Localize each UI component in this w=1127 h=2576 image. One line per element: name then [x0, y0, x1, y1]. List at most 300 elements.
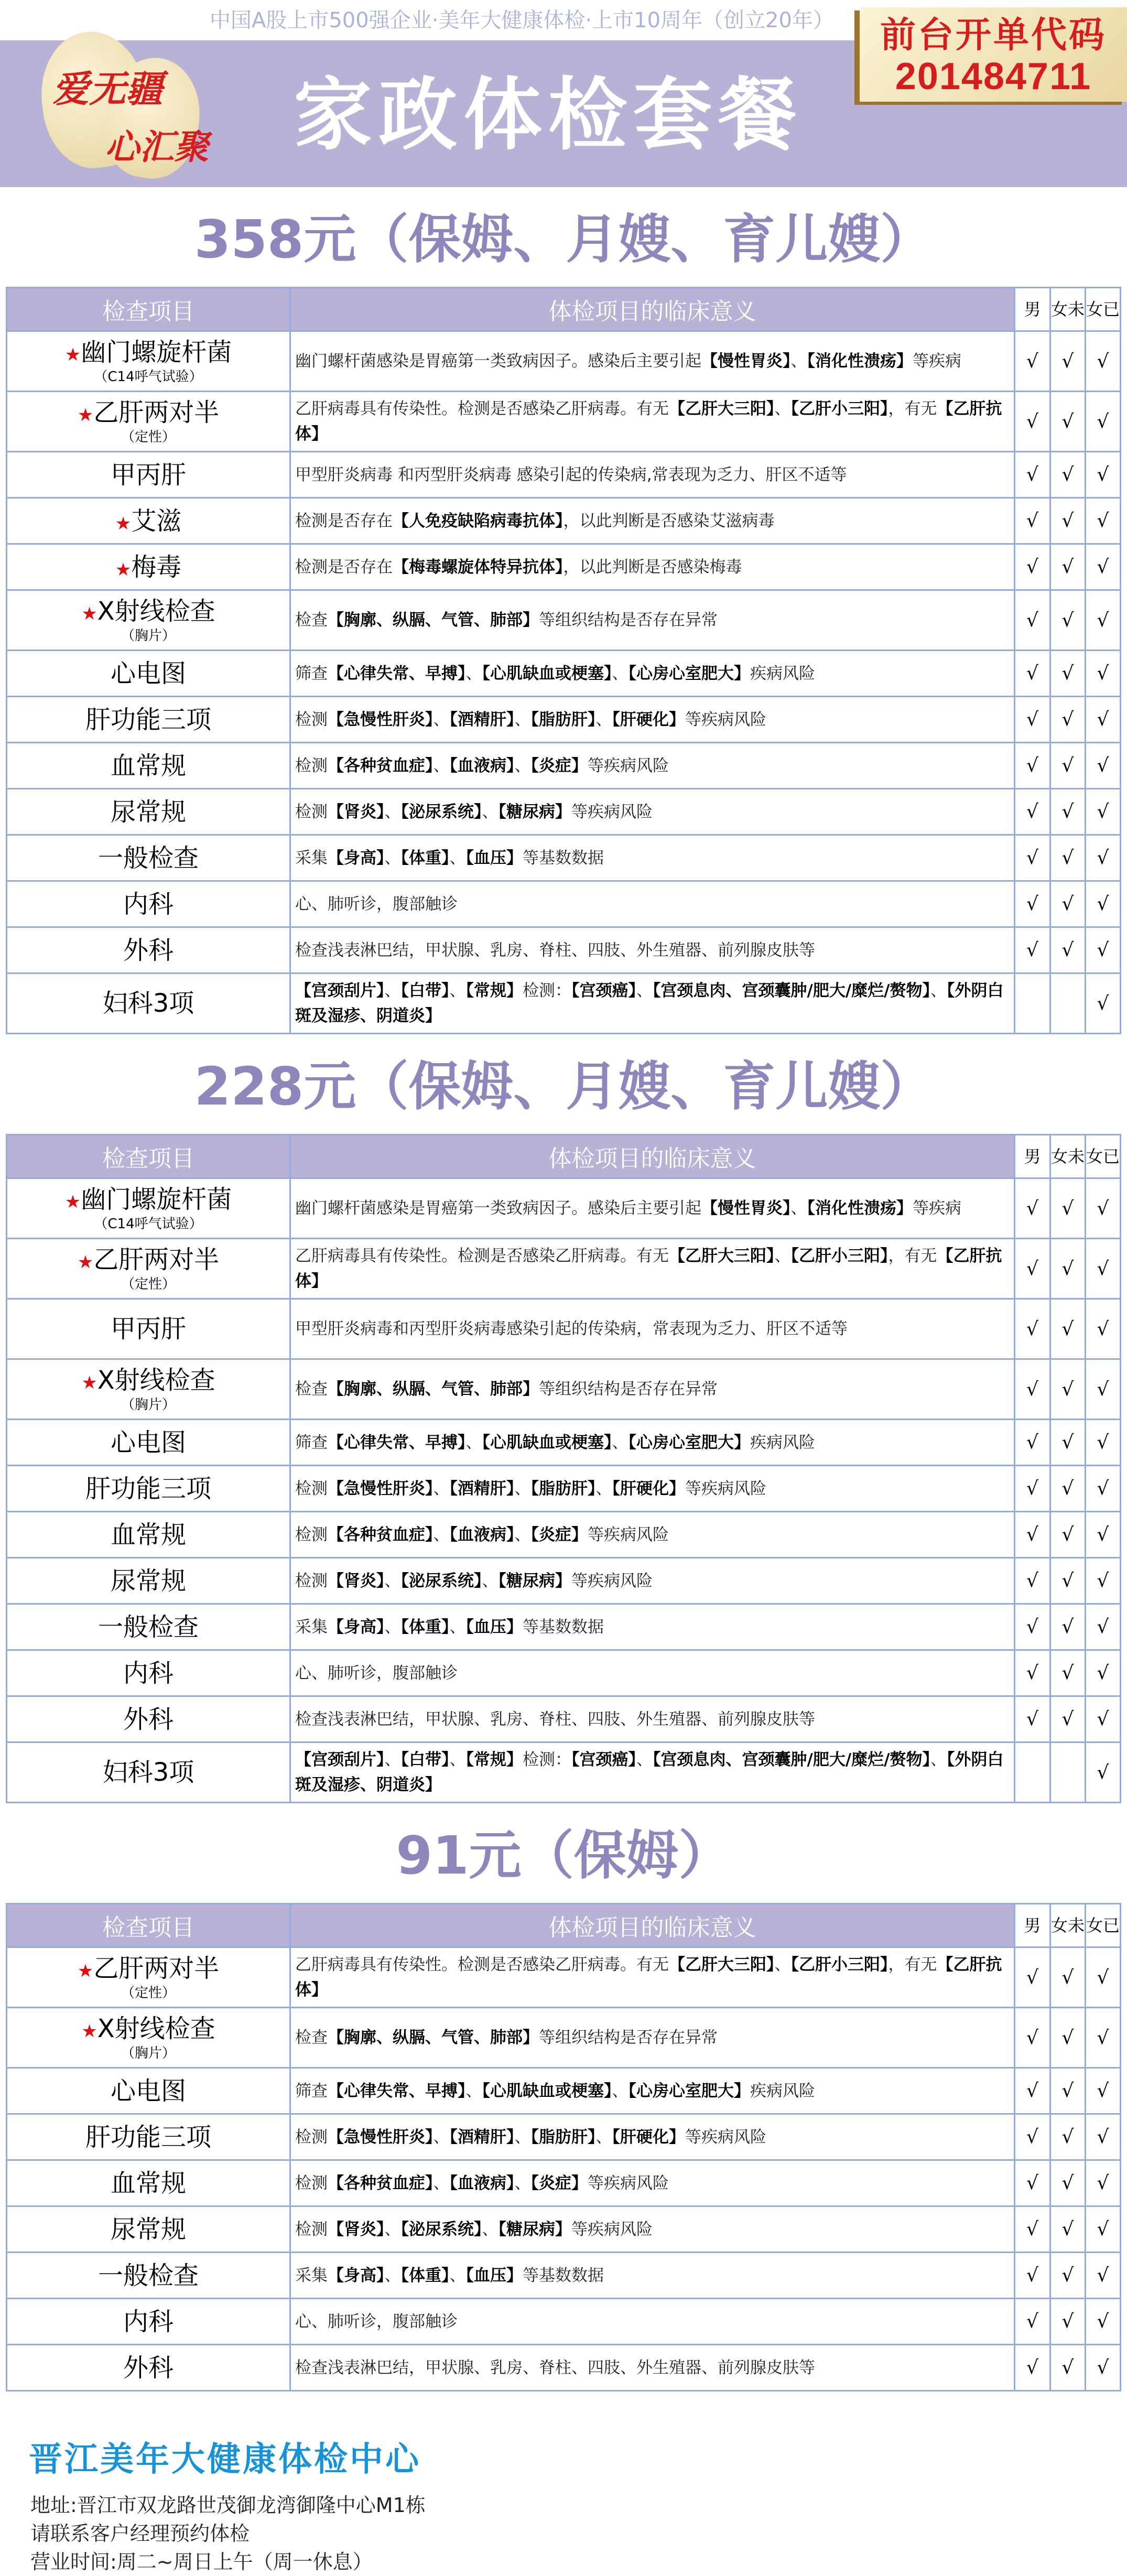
check-icon: √: [1097, 939, 1109, 961]
item-cell: [7, 392, 290, 452]
table-row: [7, 2206, 1121, 2253]
item-meaning: 检测【急慢性肝炎】、【酒精肝】、【脂肪肝】、【肝硬化】等疾病风险: [290, 697, 1015, 743]
check-icon: √: [1061, 1966, 1074, 1988]
check-cell: [1050, 2160, 1086, 2206]
item-name: 一般检查: [97, 2260, 199, 2290]
item-name: 尿常规: [110, 1566, 186, 1596]
check-cell: [1086, 2114, 1121, 2160]
table-row: [7, 1178, 1121, 1239]
check-cell: [1086, 452, 1121, 498]
check-cell: [1086, 651, 1121, 697]
check-cell: [1086, 2299, 1121, 2345]
package-title: 91元（保姆）: [396, 1825, 731, 1886]
item-meaning: 检查【胸廓、纵膈、气管、肺部】等组织结构是否存在异常: [290, 2008, 1015, 2068]
item-meaning: 检测【肾炎】、【泌尿系统】、【糖尿病】等疾病风险: [290, 789, 1015, 835]
check-icon: √: [1097, 1708, 1109, 1730]
check-icon: √: [1097, 1318, 1109, 1340]
check-icon: √: [1026, 755, 1038, 776]
check-icon: √: [1061, 2218, 1074, 2240]
table-header: [7, 288, 1121, 331]
content: [0, 187, 1127, 2576]
check-icon: √: [1026, 1966, 1038, 1988]
check-icon: √: [1026, 609, 1038, 631]
item-cell: [7, 1947, 290, 2008]
check-icon: √: [1026, 1378, 1038, 1400]
check-icon: √: [1026, 2357, 1038, 2378]
check-icon: √: [1026, 1318, 1038, 1340]
check-icon: √: [1026, 1478, 1038, 1499]
item-cell: [7, 1359, 290, 1420]
check-cell: [1015, 1604, 1050, 1650]
check-icon: √: [1097, 992, 1109, 1014]
star-icon: ★: [77, 405, 94, 426]
table-row: [7, 392, 1121, 452]
check-icon: √: [1061, 939, 1074, 961]
check-cell: [1015, 1466, 1050, 1512]
check-cell: [1050, 1420, 1086, 1466]
col-female-single: 女未: [1050, 288, 1086, 331]
check-icon: √: [1026, 2265, 1038, 2286]
package-table: [6, 1903, 1121, 2391]
check-icon: √: [1061, 1318, 1074, 1340]
check-icon: √: [1097, 1616, 1109, 1638]
check-icon: √: [1061, 510, 1074, 532]
check-icon: √: [1026, 2027, 1038, 2049]
check-icon: √: [1061, 801, 1074, 822]
item-cell: [7, 835, 290, 881]
check-icon: √: [1061, 1708, 1074, 1730]
check-cell: [1086, 2206, 1121, 2253]
item-cell: [7, 1604, 290, 1650]
check-icon: √: [1097, 2027, 1109, 2049]
table-row: [7, 1299, 1121, 1359]
star-icon: ★: [81, 603, 97, 624]
check-icon: √: [1061, 2357, 1074, 2378]
check-icon: √: [1097, 1524, 1109, 1545]
item-cell: [7, 651, 290, 697]
table-row: [7, 1696, 1121, 1742]
item-meaning: 乙肝病毒具有传染性。检测是否感染乙肝病毒。有无【乙肝大三阳】、【乙肝小三阳】，有无【乙肝抗体】: [290, 392, 1015, 452]
check-cell: [1086, 1420, 1121, 1466]
table-row: [7, 1420, 1121, 1466]
check-cell: [1015, 2160, 1050, 2206]
check-cell: [1086, 1359, 1121, 1420]
item-cell: [7, 697, 290, 743]
check-icon: √: [1061, 1616, 1074, 1638]
item-meaning: 检测【各种贫血症】、【血液病】、【炎症】等疾病风险: [290, 2160, 1015, 2206]
check-icon: √: [1097, 2265, 1109, 2286]
table-row: [7, 973, 1121, 1034]
check-cell: [1050, 1466, 1086, 1512]
item-meaning: 甲型肝炎病毒和丙型肝炎病毒感染引起的传染病，常表现为乏力、肝区不适等: [290, 1299, 1015, 1359]
check-cell: [1015, 743, 1050, 789]
table-row: [7, 2114, 1121, 2160]
check-icon: √: [1097, 1478, 1109, 1499]
check-cell: [1050, 1239, 1086, 1299]
item-cell: [7, 1178, 290, 1239]
item-name: 尿常规: [110, 2214, 186, 2244]
check-cell: [1086, 743, 1121, 789]
check-icon: √: [1097, 2126, 1109, 2148]
item-name: 甲丙肝: [110, 1314, 186, 1344]
table-row: [7, 2008, 1121, 2068]
item-cell: [7, 2345, 290, 2391]
col-female-married: 女已: [1086, 1135, 1121, 1178]
check-icon: √: [1026, 1197, 1038, 1219]
item-cell: [7, 1696, 290, 1742]
check-cell: [1086, 1604, 1121, 1650]
item-name: 尿常规: [110, 797, 186, 827]
check-cell: [1086, 1742, 1121, 1803]
item-meaning: 检查浅表淋巴结，甲状腺、乳房、脊柱、四肢、外生殖器、前列腺皮肤等: [290, 927, 1015, 973]
check-icon: √: [1061, 1662, 1074, 1684]
package-title: 228元（保姆、月嫂、育儿嫂）: [194, 1056, 933, 1117]
table-header: [7, 1904, 1121, 1947]
item-cell: [7, 973, 290, 1034]
check-cell: [1050, 331, 1086, 392]
item-sub: （胸片）: [121, 1397, 176, 1413]
check-cell: [1050, 2008, 1086, 2068]
table-row: [7, 452, 1121, 498]
hearts-logo: [31, 21, 241, 183]
item-sub: （定性）: [121, 1985, 176, 2001]
check-icon: √: [1097, 2218, 1109, 2240]
item-cell: [7, 2160, 290, 2206]
check-cell: [1086, 697, 1121, 743]
check-cell: [1015, 2206, 1050, 2253]
item-name: 血常规: [110, 2168, 186, 2198]
check-icon: √: [1061, 350, 1074, 372]
table-row: [7, 1742, 1121, 1803]
item-cell: [7, 1512, 290, 1558]
check-icon: √: [1026, 1616, 1038, 1638]
check-cell: [1015, 2299, 1050, 2345]
check-icon: √: [1026, 1570, 1038, 1592]
check-icon: √: [1097, 464, 1109, 485]
col-female-married: 女已: [1086, 1904, 1121, 1947]
item-name: X射线检查: [97, 597, 215, 626]
item-meaning: 检查浅表淋巴结，甲状腺、乳房、脊柱、四肢、外生殖器、前列腺皮肤等: [290, 1696, 1015, 1742]
item-name: 心电图: [110, 2076, 186, 2106]
check-cell: [1050, 1742, 1086, 1803]
item-name: 甲丙肝: [110, 460, 186, 490]
check-icon: √: [1026, 2311, 1038, 2332]
check-cell: [1050, 1696, 1086, 1742]
check-icon: √: [1026, 1524, 1038, 1545]
item-meaning: 采集【身高】、【体重】、【血压】等基数数据: [290, 2253, 1015, 2299]
check-icon: √: [1061, 1478, 1074, 1499]
col-female-married: 女已: [1086, 288, 1121, 331]
item-cell: [7, 544, 290, 590]
check-cell: [1015, 881, 1050, 927]
item-name: 内科: [123, 2307, 174, 2336]
item-name: 肝功能三项: [85, 705, 211, 734]
check-icon: √: [1097, 2172, 1109, 2194]
check-cell: [1050, 1947, 1086, 2008]
item-name: 心电图: [110, 658, 186, 688]
check-cell: [1015, 973, 1050, 1034]
item-cell: [7, 590, 290, 651]
check-cell: [1050, 927, 1086, 973]
item-cell: [7, 2114, 290, 2160]
check-icon: √: [1097, 663, 1109, 684]
check-icon: √: [1061, 609, 1074, 631]
check-icon: √: [1026, 1258, 1038, 1280]
check-cell: [1015, 452, 1050, 498]
package-table: [6, 1134, 1121, 1803]
check-cell: [1015, 789, 1050, 835]
item-cell: [7, 2299, 290, 2345]
item-name: 外科: [123, 1704, 174, 1734]
item-cell: [7, 1420, 290, 1466]
item-name: 心电图: [110, 1427, 186, 1457]
check-cell: [1015, 1420, 1050, 1466]
check-icon: √: [1026, 2172, 1038, 2194]
check-cell: [1015, 1359, 1050, 1420]
check-cell: [1050, 2299, 1086, 2345]
col-male: 男: [1015, 1904, 1050, 1947]
check-cell: [1086, 2253, 1121, 2299]
check-cell: [1015, 2345, 1050, 2391]
tagline: 中国A股上市500强企业·美年大健康体检·上市10周年（创立20年）: [210, 8, 834, 33]
col-item: 检查项目: [7, 1904, 290, 1947]
item-meaning: 【宫颈刮片】、【白带】、【常规】检测：【宫颈癌】、【宫颈息肉、宫颈囊肿/肥大/糜烂/赘物】、【外阴白斑及湿疹、阴道炎】: [290, 973, 1015, 1034]
check-icon: √: [1097, 1197, 1109, 1219]
item-meaning: 筛查【心律失常、早搏】、【心肌缺血或梗塞】、【心房心室肥大】疾病风险: [290, 651, 1015, 697]
star-icon: ★: [81, 2021, 97, 2042]
check-icon: √: [1061, 2172, 1074, 2194]
item-name: 外科: [123, 935, 174, 965]
table-row: [7, 1239, 1121, 1299]
item-meaning: 乙肝病毒具有传染性。检测是否感染乙肝病毒。有无【乙肝大三阳】、【乙肝小三阳】，有无【乙肝抗体】: [290, 1239, 1015, 1299]
package-title: 358元（保姆、月嫂、育儿嫂）: [194, 209, 933, 270]
item-meaning: 采集【身高】、【体重】、【血压】等基数数据: [290, 835, 1015, 881]
check-icon: √: [1061, 464, 1074, 485]
item-cell: [7, 2253, 290, 2299]
item-meaning: 检测【急慢性肝炎】、【酒精肝】、【脂肪肝】、【肝硬化】等疾病风险: [290, 2114, 1015, 2160]
item-meaning: 检测【各种贫血症】、【血液病】、【炎症】等疾病风险: [290, 743, 1015, 789]
table-row: [7, 2068, 1121, 2114]
check-icon: √: [1026, 510, 1038, 532]
item-meaning: 检测【肾炎】、【泌尿系统】、【糖尿病】等疾病风险: [290, 2206, 1015, 2253]
check-cell: [1086, 835, 1121, 881]
check-cell: [1015, 835, 1050, 881]
check-cell: [1050, 1650, 1086, 1696]
check-cell: [1086, 498, 1121, 544]
check-icon: √: [1097, 1570, 1109, 1592]
item-name: 外科: [123, 2353, 174, 2383]
star-icon: ★: [115, 559, 132, 580]
check-cell: [1086, 1178, 1121, 1239]
check-icon: √: [1026, 939, 1038, 961]
item-sub: （C14呼气试验）: [94, 1216, 203, 1232]
item-meaning: 【宫颈刮片】、【白带】、【常规】检测：【宫颈癌】、【宫颈息肉、宫颈囊肿/肥大/糜烂/赘物】、【外阴白斑及湿疹、阴道炎】: [290, 1742, 1015, 1803]
check-cell: [1050, 1178, 1086, 1239]
item-meaning: 检测【各种贫血症】、【血液病】、【炎症】等疾病风险: [290, 1512, 1015, 1558]
check-cell: [1050, 2206, 1086, 2253]
check-cell: [1086, 544, 1121, 590]
check-icon: √: [1097, 1761, 1109, 1783]
check-cell: [1015, 1558, 1050, 1604]
check-icon: √: [1026, 893, 1038, 915]
check-cell: [1086, 1650, 1121, 1696]
table-row: [7, 590, 1121, 651]
item-name: 内科: [123, 1658, 174, 1688]
check-icon: √: [1026, 1662, 1038, 1684]
item-meaning: 心、肺听诊，腹部触诊: [290, 881, 1015, 927]
package-table: [6, 287, 1121, 1034]
check-cell: [1050, 697, 1086, 743]
check-cell: [1086, 1512, 1121, 1558]
check-icon: √: [1097, 1662, 1109, 1684]
item-cell: [7, 1650, 290, 1696]
table-row: [7, 1466, 1121, 1512]
check-cell: [1050, 544, 1086, 590]
check-icon: √: [1026, 464, 1038, 485]
order-code-box: [860, 7, 1127, 102]
item-name: 幽门螺旋杆菌: [81, 338, 232, 367]
contact-note: 请联系客户经理预约体检: [30, 2522, 250, 2545]
check-icon: √: [1026, 2218, 1038, 2240]
check-cell: [1086, 881, 1121, 927]
item-meaning: 幽门螺杆菌感染是胃癌第一类致病因子。感染后主要引起【慢性胃炎】、【消化性溃疡】等疾病: [290, 331, 1015, 392]
check-cell: [1015, 392, 1050, 452]
check-cell: [1086, 927, 1121, 973]
item-meaning: 检测是否存在【人免疫缺陷病毒抗体】，以此判断是否感染艾滋病毒: [290, 498, 1015, 544]
check-cell: [1086, 1239, 1121, 1299]
item-cell: [7, 1239, 290, 1299]
item-name: 乙肝两对半: [93, 1954, 220, 1983]
order-code-label: 前台开单代码: [880, 15, 1107, 55]
item-sub: （定性）: [121, 429, 176, 445]
check-cell: [1050, 2114, 1086, 2160]
col-male: 男: [1015, 1135, 1050, 1178]
check-icon: √: [1061, 2265, 1074, 2286]
check-icon: √: [1026, 847, 1038, 869]
check-icon: √: [1061, 2126, 1074, 2148]
col-item: 检查项目: [7, 288, 290, 331]
item-meaning: 筛查【心律失常、早搏】、【心肌缺血或梗塞】、【心房心室肥大】疾病风险: [290, 2068, 1015, 2114]
col-item: 检查项目: [7, 1135, 290, 1178]
check-cell: [1086, 2160, 1121, 2206]
item-cell: [7, 331, 290, 392]
check-icon: √: [1026, 1432, 1038, 1453]
item-meaning: 检查【胸廓、纵膈、气管、肺部】等组织结构是否存在异常: [290, 1359, 1015, 1420]
check-cell: [1086, 973, 1121, 1034]
table-row: [7, 743, 1121, 789]
table-row: [7, 544, 1121, 590]
item-meaning: 幽门螺杆菌感染是胃癌第一类致病因子。感染后主要引起【慢性胃炎】、【消化性溃疡】等疾病: [290, 1178, 1015, 1239]
item-cell: [7, 498, 290, 544]
table-row: [7, 1604, 1121, 1650]
check-icon: √: [1061, 709, 1074, 730]
item-name: 肝功能三项: [85, 2122, 211, 2152]
check-cell: [1050, 2068, 1086, 2114]
check-icon: √: [1026, 350, 1038, 372]
check-icon: √: [1097, 2311, 1109, 2332]
item-cell: [7, 881, 290, 927]
check-cell: [1015, 927, 1050, 973]
check-icon: √: [1061, 410, 1074, 432]
address: 地址:晋江市双龙路世茂御龙湾御隆中心M1栋: [30, 2494, 426, 2517]
check-icon: √: [1097, 1258, 1109, 1280]
table-header: [7, 1135, 1121, 1178]
check-cell: [1086, 1299, 1121, 1359]
check-icon: √: [1026, 709, 1038, 730]
item-cell: [7, 1742, 290, 1803]
col-female-single: 女未: [1050, 1904, 1086, 1947]
item-name: X射线检查: [97, 1366, 215, 1395]
packages: [0, 208, 1127, 2391]
item-cell: [7, 789, 290, 835]
check-icon: √: [1061, 893, 1074, 915]
table-row: [7, 498, 1121, 544]
check-cell: [1086, 2068, 1121, 2114]
table-row: [7, 2345, 1121, 2391]
check-cell: [1086, 789, 1121, 835]
star-icon: ★: [64, 344, 81, 365]
check-cell: [1050, 498, 1086, 544]
check-cell: [1086, 1696, 1121, 1742]
item-meaning: 检测【急慢性肝炎】、【酒精肝】、【脂肪肝】、【肝硬化】等疾病风险: [290, 1466, 1015, 1512]
star-icon: ★: [81, 1372, 97, 1393]
item-meaning: 检测【肾炎】、【泌尿系统】、【糖尿病】等疾病风险: [290, 1558, 1015, 1604]
check-icon: √: [1097, 1966, 1109, 1988]
item-name: 妇科3项: [102, 989, 194, 1018]
check-cell: [1086, 1466, 1121, 1512]
center-name: 晋江美年大健康体检中心: [29, 2440, 421, 2479]
item-meaning: 检测是否存在【梅毒螺旋体特异抗体】，以此判断是否感染梅毒: [290, 544, 1015, 590]
check-cell: [1050, 881, 1086, 927]
item-name: 一般检查: [97, 843, 199, 873]
item-meaning: 甲型肝炎病毒 和丙型肝炎病毒 感染引起的传染病,常表现为乏力、肝区不适等: [290, 452, 1015, 498]
check-icon: √: [1061, 556, 1074, 578]
check-icon: √: [1061, 1197, 1074, 1219]
table-row: [7, 881, 1121, 927]
check-cell: [1015, 1299, 1050, 1359]
item-sub: （C14呼气试验）: [94, 369, 203, 385]
item-cell: [7, 2008, 290, 2068]
check-icon: √: [1061, 2027, 1074, 2049]
item-cell: [7, 2206, 290, 2253]
check-icon: √: [1026, 2126, 1038, 2148]
item-meaning: 检查浅表淋巴结，甲状腺、乳房、脊柱、四肢、外生殖器、前列腺皮肤等: [290, 2345, 1015, 2391]
check-cell: [1015, 1512, 1050, 1558]
check-cell: [1050, 2253, 1086, 2299]
check-cell: [1015, 1947, 1050, 2008]
check-cell: [1015, 498, 1050, 544]
item-name: 乙肝两对半: [93, 398, 220, 427]
check-cell: [1015, 697, 1050, 743]
check-cell: [1050, 651, 1086, 697]
order-code-value: 201484711: [895, 56, 1092, 98]
check-icon: √: [1026, 556, 1038, 578]
check-cell: [1015, 1742, 1050, 1803]
footer: [0, 2439, 1127, 2576]
check-cell: [1050, 789, 1086, 835]
item-meaning: 检查【胸廓、纵膈、气管、肺部】等组织结构是否存在异常: [290, 590, 1015, 651]
check-icon: √: [1097, 847, 1109, 869]
item-meaning: 采集【身高】、【体重】、【血压】等基数数据: [290, 1604, 1015, 1650]
table-row: [7, 331, 1121, 392]
item-cell: [7, 1558, 290, 1604]
check-cell: [1050, 392, 1086, 452]
item-sub: （定性）: [121, 1276, 176, 1292]
check-cell: [1050, 1604, 1086, 1650]
star-icon: ★: [77, 1961, 94, 1982]
check-cell: [1086, 331, 1121, 392]
check-icon: √: [1061, 847, 1074, 869]
